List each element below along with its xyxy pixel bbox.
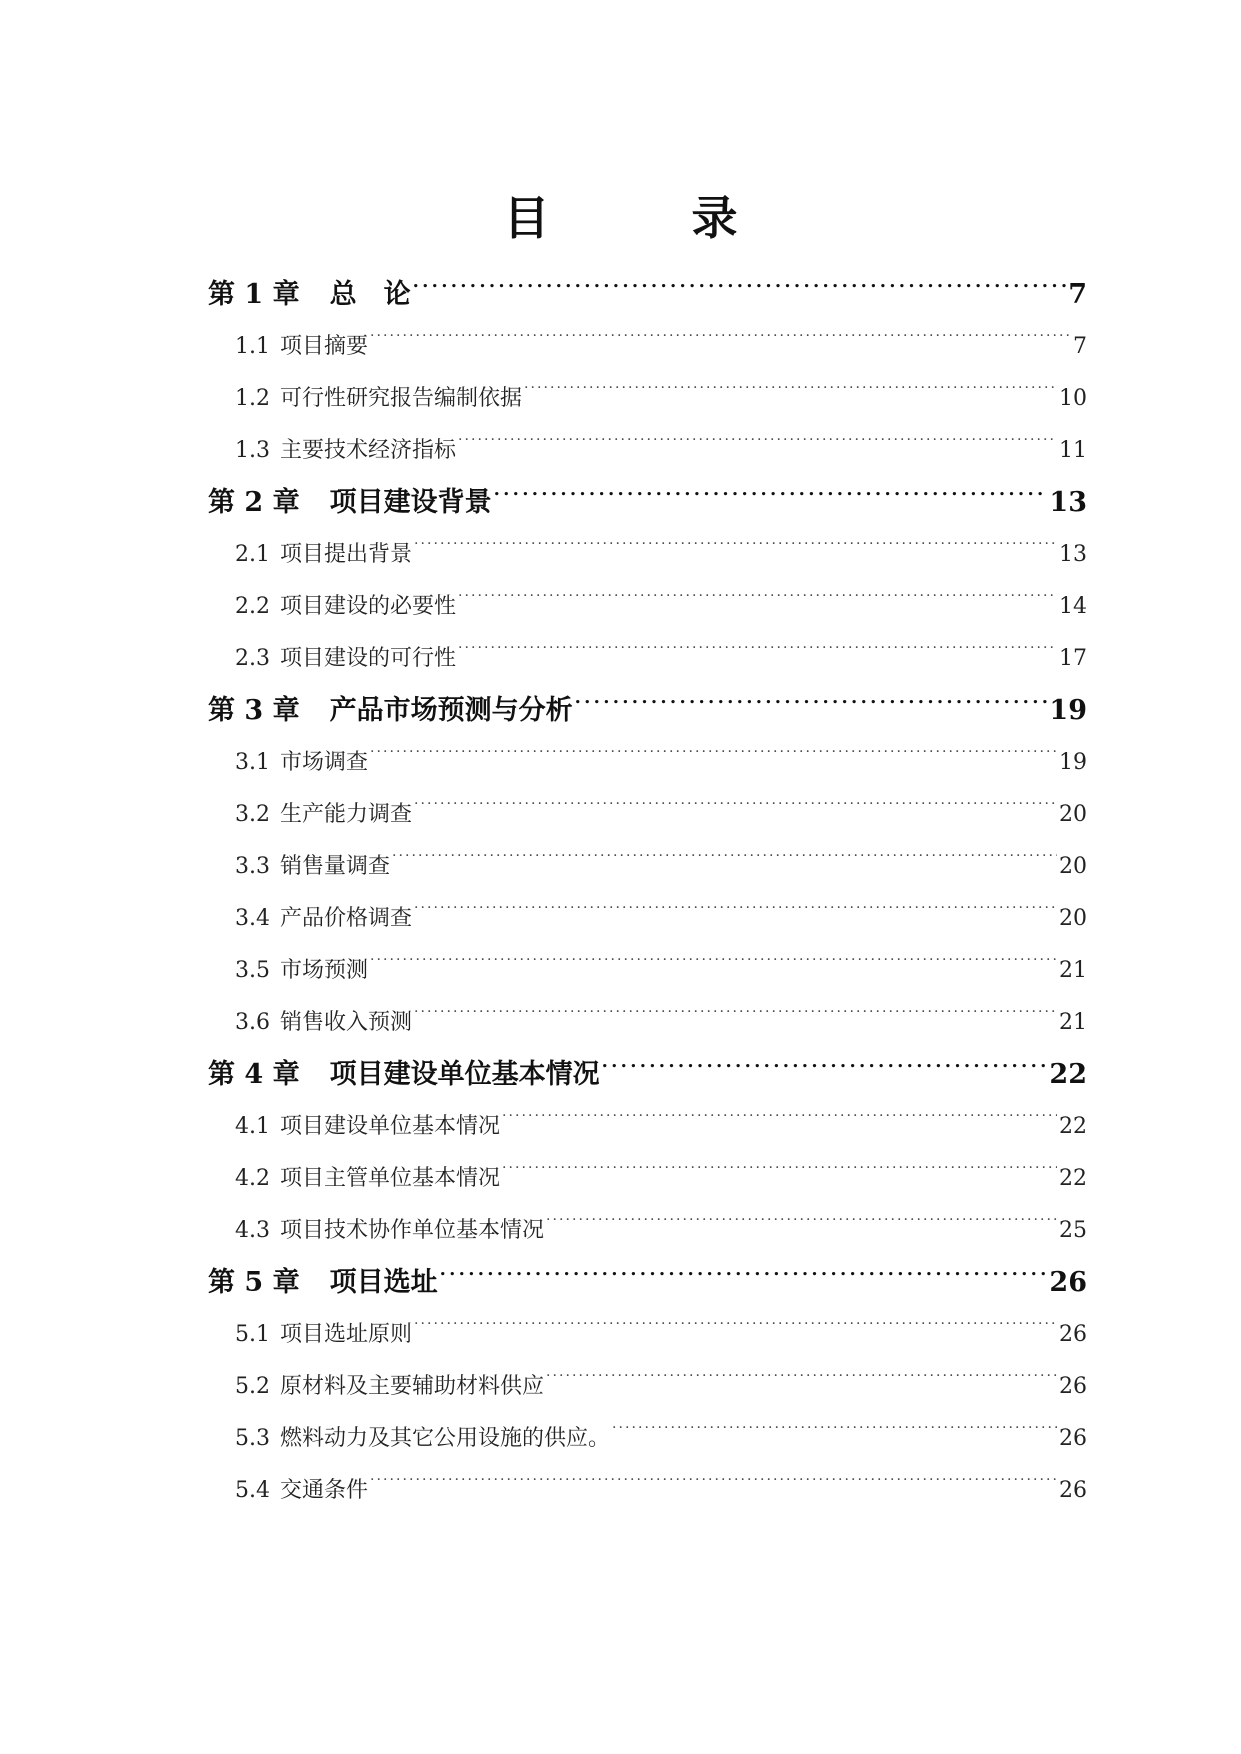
toc-entry-number: 5.2 xyxy=(235,1374,270,1399)
toc-entry-title xyxy=(235,1210,544,1252)
toc-section-entry[interactable] xyxy=(208,586,1087,638)
toc-entry-label: 项目建设背景 xyxy=(329,487,492,518)
toc-entry-number: 5.4 xyxy=(235,1478,270,1503)
toc-entry-label: 可行性研究报告编制依据 xyxy=(280,386,523,411)
toc-entry-title xyxy=(235,742,368,784)
toc-section-entry[interactable] xyxy=(208,1314,1087,1366)
toc-title: 目 录 xyxy=(503,191,786,245)
toc-page-number: 20 xyxy=(1059,854,1087,879)
dot-leader xyxy=(458,643,1057,665)
toc-entry-label: 项目建设的可行性 xyxy=(280,646,457,671)
toc-section-entry[interactable] xyxy=(208,950,1087,1002)
toc-page-number: 22 xyxy=(1049,1059,1087,1090)
dot-leader xyxy=(370,747,1057,769)
toc-page-number: 11 xyxy=(1059,438,1087,463)
dot-leader xyxy=(414,799,1057,821)
toc-entry-number: 3.1 xyxy=(235,750,270,775)
toc-entry-label: 市场预测 xyxy=(280,958,369,983)
dot-leader xyxy=(458,435,1057,457)
toc-entry-number: 2.3 xyxy=(235,646,270,671)
toc-page-number: 26 xyxy=(1059,1374,1087,1399)
toc-section-entry[interactable] xyxy=(208,1366,1087,1418)
toc-entry-number: 4.2 xyxy=(235,1166,270,1191)
dot-leader xyxy=(392,851,1057,873)
toc-entry-label: 市场调查 xyxy=(280,750,369,775)
toc-entry-title xyxy=(208,1054,600,1096)
toc-page-number: 26 xyxy=(1049,1267,1087,1298)
toc-entry-number: 3.5 xyxy=(235,958,270,983)
toc-entry-number: 3.4 xyxy=(235,906,270,931)
toc-page-number: 26 xyxy=(1059,1426,1087,1451)
dot-leader xyxy=(370,331,1071,353)
toc-page-number: 22 xyxy=(1059,1166,1087,1191)
dot-leader xyxy=(546,1215,1057,1237)
toc-page-number: 10 xyxy=(1059,386,1087,411)
toc-entry-number: 第 4 章 xyxy=(208,1059,300,1090)
dot-leader xyxy=(414,1007,1057,1029)
toc-entry-title xyxy=(235,534,412,576)
toc-entry-title xyxy=(235,1470,368,1512)
toc-page-number: 26 xyxy=(1059,1478,1087,1503)
toc-entry-number: 1.2 xyxy=(235,386,270,411)
toc-page-number: 21 xyxy=(1059,958,1087,983)
toc-entry-label: 总 论 xyxy=(329,279,411,310)
toc-page-number: 7 xyxy=(1073,334,1087,359)
toc-entry-title xyxy=(208,690,573,732)
dot-leader xyxy=(575,692,1048,719)
toc-chapter-entry[interactable] xyxy=(208,1262,1087,1314)
toc-entry-title xyxy=(208,274,411,316)
dot-leader xyxy=(502,1111,1057,1133)
toc-entry-title xyxy=(235,898,412,940)
toc-entry-label: 销售收入预测 xyxy=(280,1010,413,1035)
toc-page-number: 13 xyxy=(1059,542,1087,567)
toc-section-entry[interactable] xyxy=(208,326,1087,378)
toc-section-entry[interactable] xyxy=(208,534,1087,586)
toc-entry-number: 4.1 xyxy=(235,1114,270,1139)
toc-section-entry[interactable] xyxy=(208,1210,1087,1262)
toc-entry-label: 生产能力调查 xyxy=(280,802,413,827)
toc-section-entry[interactable] xyxy=(208,1106,1087,1158)
toc-chapter-entry[interactable] xyxy=(208,1054,1087,1106)
toc-entry-label: 燃料动力及其它公用设施的供应。 xyxy=(280,1426,611,1451)
toc-chapter-entry[interactable] xyxy=(208,482,1087,534)
toc-entry-title xyxy=(235,1418,610,1460)
toc-entry-label: 项目建设的必要性 xyxy=(280,594,457,619)
toc-page-number: 25 xyxy=(1059,1218,1087,1243)
dot-leader xyxy=(502,1163,1057,1185)
toc-section-entry[interactable] xyxy=(208,1158,1087,1210)
toc-entry-title xyxy=(235,794,412,836)
toc-section-entry[interactable] xyxy=(208,846,1087,898)
toc-entry-number: 2.2 xyxy=(235,594,270,619)
toc-page-number: 22 xyxy=(1059,1114,1087,1139)
toc-entry-number: 1.1 xyxy=(235,334,270,359)
toc-section-entry[interactable] xyxy=(208,742,1087,794)
dot-leader xyxy=(494,484,1048,511)
toc-page-number: 14 xyxy=(1059,594,1087,619)
toc-entry-title xyxy=(208,1262,438,1304)
toc-entry-label: 产品价格调查 xyxy=(280,906,413,931)
toc-entry-label: 项目摘要 xyxy=(280,334,369,359)
toc-entry-title xyxy=(235,638,456,680)
toc-chapter-entry[interactable] xyxy=(208,690,1087,742)
dot-leader xyxy=(370,955,1057,977)
toc-page-number: 20 xyxy=(1059,802,1087,827)
table-of-contents xyxy=(208,274,1087,1522)
toc-entry-number: 第 3 章 xyxy=(208,695,300,726)
toc-entry-label: 项目技术协作单位基本情况 xyxy=(280,1218,545,1243)
toc-entry-number: 3.2 xyxy=(235,802,270,827)
toc-entry-number: 2.1 xyxy=(235,542,270,567)
toc-section-entry[interactable] xyxy=(208,378,1087,430)
toc-page-number: 21 xyxy=(1059,1010,1087,1035)
dot-leader xyxy=(612,1423,1057,1445)
toc-entry-number: 第 1 章 xyxy=(208,279,300,310)
toc-entry-title xyxy=(208,482,492,524)
toc-page-number: 26 xyxy=(1059,1322,1087,1347)
toc-section-entry[interactable] xyxy=(208,1418,1087,1470)
dot-leader xyxy=(602,1056,1048,1083)
toc-entry-label: 项目建设单位基本情况 xyxy=(280,1114,501,1139)
dot-leader xyxy=(414,1319,1057,1341)
dot-leader xyxy=(440,1264,1048,1291)
toc-page-number: 17 xyxy=(1059,646,1087,671)
toc-entry-title xyxy=(235,1158,500,1200)
toc-section-entry[interactable] xyxy=(208,898,1087,950)
toc-entry-title xyxy=(235,950,368,992)
toc-entry-title xyxy=(235,1366,544,1408)
toc-entry-label: 主要技术经济指标 xyxy=(280,438,457,463)
toc-page-number: 20 xyxy=(1059,906,1087,931)
toc-section-entry[interactable] xyxy=(208,638,1087,690)
toc-entry-title xyxy=(235,846,390,888)
toc-entry-label: 原材料及主要辅助材料供应 xyxy=(280,1374,545,1399)
toc-entry-number: 3.3 xyxy=(235,854,270,879)
toc-entry-title xyxy=(235,1106,500,1148)
dot-leader xyxy=(413,276,1067,303)
toc-section-entry[interactable] xyxy=(208,1002,1087,1054)
toc-entry-title xyxy=(235,1002,412,1044)
toc-entry-label: 交通条件 xyxy=(280,1478,369,1503)
dot-leader xyxy=(414,539,1057,561)
toc-entry-title xyxy=(235,430,456,472)
toc-entry-number: 第 2 章 xyxy=(208,487,300,518)
toc-entry-title xyxy=(235,586,456,628)
toc-entry-title xyxy=(235,1314,412,1356)
toc-entry-label: 销售量调查 xyxy=(280,854,391,879)
toc-entry-number: 3.6 xyxy=(235,1010,270,1035)
toc-section-entry[interactable] xyxy=(208,1470,1087,1522)
toc-page-number: 13 xyxy=(1049,487,1087,518)
toc-section-entry[interactable] xyxy=(208,430,1087,482)
toc-entry-number: 第 5 章 xyxy=(208,1267,300,1298)
dot-leader xyxy=(414,903,1057,925)
dot-leader xyxy=(370,1475,1057,1497)
dot-leader xyxy=(458,591,1057,613)
toc-chapter-entry[interactable] xyxy=(208,274,1087,326)
toc-section-entry[interactable] xyxy=(208,794,1087,846)
toc-entry-label: 项目提出背景 xyxy=(280,542,413,567)
toc-entry-number: 5.1 xyxy=(235,1322,270,1347)
toc-entry-number: 5.3 xyxy=(235,1426,270,1451)
dot-leader xyxy=(524,383,1057,405)
toc-entry-label: 项目建设单位基本情况 xyxy=(329,1059,600,1090)
dot-leader xyxy=(546,1371,1057,1393)
toc-entry-number: 1.3 xyxy=(235,438,270,463)
toc-entry-title xyxy=(235,326,368,368)
toc-page-number: 7 xyxy=(1068,279,1087,310)
toc-entry-label: 产品市场预测与分析 xyxy=(329,695,573,726)
toc-entry-label: 项目选址 xyxy=(329,1267,438,1298)
toc-entry-number: 4.3 xyxy=(235,1218,270,1243)
toc-page-number: 19 xyxy=(1059,750,1087,775)
toc-entry-title xyxy=(235,378,522,420)
toc-entry-label: 项目主管单位基本情况 xyxy=(280,1166,501,1191)
toc-page-number: 19 xyxy=(1049,695,1087,726)
toc-entry-label: 项目选址原则 xyxy=(280,1322,413,1347)
